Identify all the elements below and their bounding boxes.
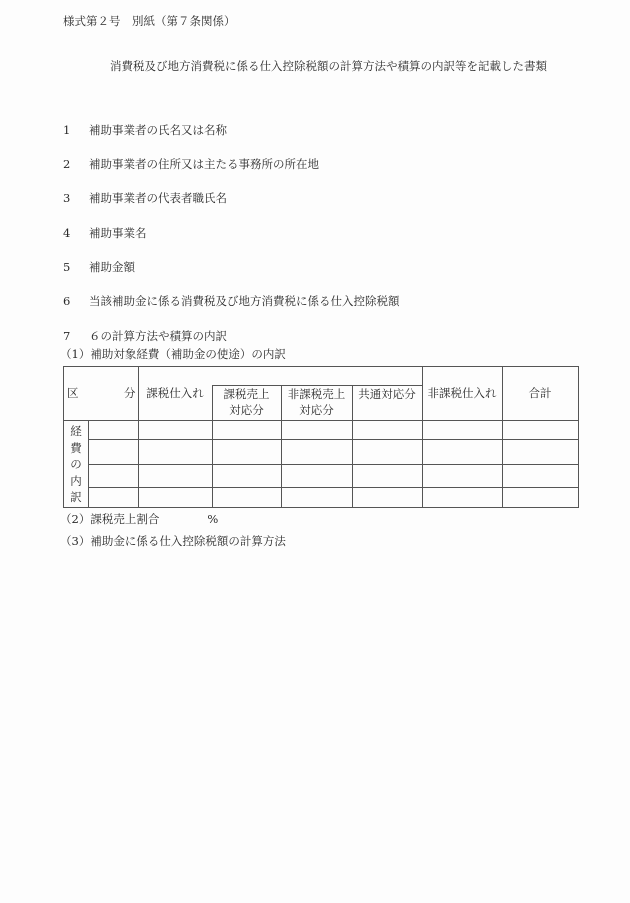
item-6: [63, 294, 400, 308]
header-nontaxable-sales-line1: 非課税売上: [287, 387, 346, 401]
header-taxable-sales-line2: 対応分: [229, 403, 264, 417]
item-1: [63, 123, 227, 137]
percent-unit: %: [207, 512, 219, 526]
item-number: 4: [63, 226, 71, 240]
item-label: 補助事業者の氏名又は名称: [89, 123, 227, 137]
item-number: 7: [63, 329, 71, 343]
item-number: 5: [63, 260, 71, 274]
item-number: 6: [63, 294, 71, 308]
item-label: 補助事業名: [89, 226, 147, 240]
item-number: 3: [63, 191, 71, 205]
subheader-divider: [212, 385, 422, 386]
item-label: 補助事業者の住所又は主たる事務所の所在地: [89, 157, 319, 171]
item-3: [63, 191, 227, 205]
col-divider: [88, 420, 89, 508]
item-number: 1: [63, 123, 71, 137]
col-divider: [352, 385, 353, 508]
table-border-right: [578, 366, 579, 508]
subitem-1: （1）補助対象経費（補助金の使途）の内訳: [60, 347, 286, 361]
item-7: [63, 329, 227, 343]
document-title: 消費税及び地方消費税に係る仕入控除税額の計算方法や積算の内訳等を記載した書類: [110, 59, 547, 73]
header-nontaxable-purchase: 非課税仕入れ: [427, 386, 497, 400]
item-5: [63, 260, 135, 274]
row-divider: [88, 464, 579, 465]
item-4: [63, 226, 147, 240]
header-taxable-purchase: 課税仕入れ: [146, 386, 204, 400]
row-group-label: 経 費 の 内 訳: [70, 424, 82, 504]
header-common: 共通対応分: [358, 387, 416, 401]
header-nontaxable-sales-line2: 対応分: [299, 403, 334, 417]
header-category-right: 分: [124, 386, 136, 400]
item-label: ６の計算方法や積算の内訳: [89, 329, 227, 343]
form-label: 様式第２号 別紙（第７条関係）: [63, 14, 236, 28]
item-label: 補助事業者の代表者職氏名: [89, 191, 227, 205]
item-number: 2: [63, 157, 71, 171]
item-label: 補助金額: [89, 260, 135, 274]
header-category-left: 区: [67, 386, 79, 400]
item-2: [63, 157, 319, 171]
row-divider: [88, 487, 579, 488]
taxable-sales-ratio-label: （2）課税売上割合: [60, 512, 160, 526]
subitem-3: （3）補助金に係る仕入控除税額の計算方法: [60, 534, 286, 548]
header-taxable-sales-line1: 課税売上: [223, 387, 270, 401]
row-divider: [88, 439, 579, 440]
header-total: 合計: [528, 386, 552, 400]
item-label: 当該補助金に係る消費税及び地方消費税に係る仕入控除税額: [89, 294, 400, 308]
subitem-2: [60, 512, 218, 526]
